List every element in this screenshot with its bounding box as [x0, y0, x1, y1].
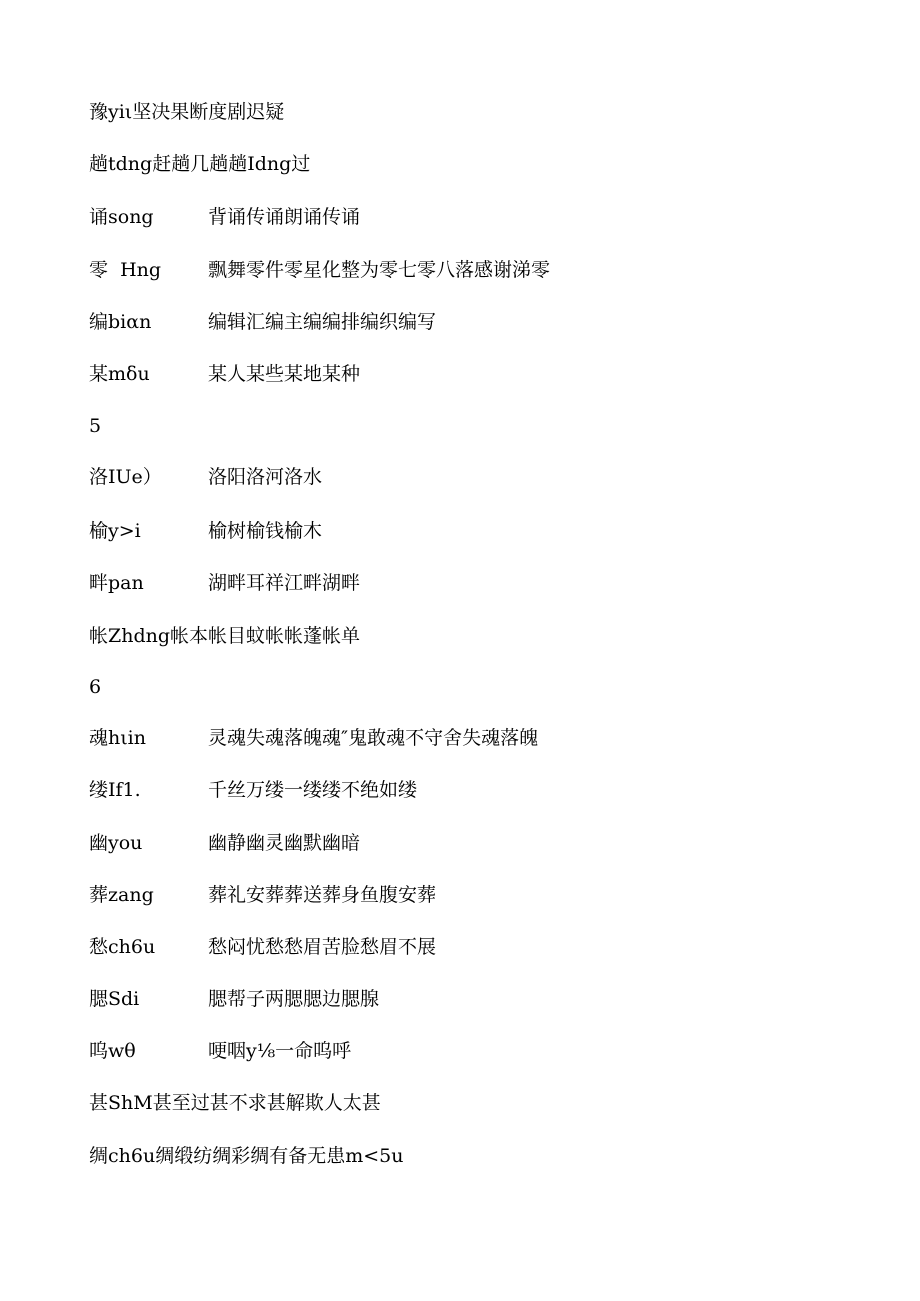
vocab-examples: 千丝万缕一缕缕不绝如缕 — [208, 779, 418, 801]
vocab-line — [89, 723, 538, 753]
vocab-line — [89, 932, 436, 962]
vocab-examples: 某人某些某地某种 — [208, 363, 361, 385]
vocab-term: 呜wθ — [89, 1040, 136, 1062]
vocab-term: 魂hιin — [89, 727, 147, 749]
vocab-line — [89, 202, 360, 232]
vocab-line — [89, 97, 284, 127]
vocab-examples: 腮帮子两腮腮边腮腺 — [208, 988, 380, 1010]
vocab-line — [89, 516, 322, 546]
vocab-term: 编biαn — [89, 311, 152, 333]
vocab-examples: 灵魂失魂落魄魂″鬼敢魂不守舍失魂落魄 — [208, 727, 539, 749]
vocab-entry: 绸ch6u绸缎纺绸彩绸有备无患m<5u — [89, 1145, 404, 1167]
vocab-term: 愁ch6u — [89, 936, 156, 958]
vocab-term: 诵song — [89, 206, 154, 228]
vocab-line — [89, 359, 360, 389]
vocab-line — [89, 621, 360, 651]
vocab-examples: 湖畔耳祥江畔湖畔 — [208, 572, 361, 594]
vocab-entry: 帐Zhdng帐本帐目蚊帐帐蓬帐单 — [89, 625, 361, 647]
vocab-line — [89, 880, 436, 910]
vocab-term: 榆y>i — [89, 520, 141, 542]
vocab-entry: 趟tdng赶趟几趟趟Idng过 — [89, 153, 311, 175]
vocab-line — [89, 149, 310, 179]
vocab-examples: 编辑汇编主编编排编织编写 — [208, 311, 437, 333]
vocab-line — [89, 307, 436, 337]
vocab-examples: 哽咽y⅛一命呜呼 — [208, 1040, 352, 1062]
section-number — [89, 411, 101, 441]
vocab-term: 某mδu — [89, 363, 150, 385]
vocab-examples: 愁闷忧愁愁眉苦脸愁眉不展 — [208, 936, 437, 958]
section-number-text: 6 — [89, 676, 102, 698]
vocab-term: 葬zang — [89, 884, 154, 906]
vocab-line — [89, 255, 550, 285]
vocab-term: 幽you — [89, 832, 143, 854]
vocab-line — [89, 568, 360, 598]
vocab-examples: 洛阳洛河洛水 — [208, 466, 323, 488]
vocab-term: 腮Sdi — [89, 988, 140, 1010]
vocab-examples: 幽静幽灵幽默幽暗 — [208, 832, 361, 854]
section-number — [89, 672, 101, 702]
vocab-line — [89, 1036, 351, 1066]
vocab-examples: 飘舞零件零星化整为零七零八落感谢涕零 — [208, 259, 551, 281]
vocab-examples: 榆树榆钱榆木 — [208, 520, 323, 542]
vocab-examples: 背诵传诵朗诵传诵 — [208, 206, 361, 228]
vocab-term: 缕If1. — [89, 779, 141, 801]
vocab-term: 畔pan — [89, 572, 144, 594]
vocab-line — [89, 828, 360, 858]
vocab-line — [89, 1088, 381, 1118]
vocab-examples: 葬礼安葬葬送葬身鱼腹安葬 — [208, 884, 437, 906]
vocab-term: 零 Hng — [89, 259, 162, 281]
vocab-entry: 豫yiι坚决果断度剧迟疑 — [89, 101, 285, 123]
section-number-text: 5 — [89, 415, 102, 437]
vocab-entry: 甚ShM甚至过甚不求甚解欺人太甚 — [89, 1092, 381, 1114]
vocab-line — [89, 775, 417, 805]
vocab-line — [89, 984, 379, 1014]
vocab-term: 洛IUe） — [89, 466, 162, 488]
vocab-line — [89, 462, 322, 492]
vocab-line — [89, 1141, 403, 1171]
